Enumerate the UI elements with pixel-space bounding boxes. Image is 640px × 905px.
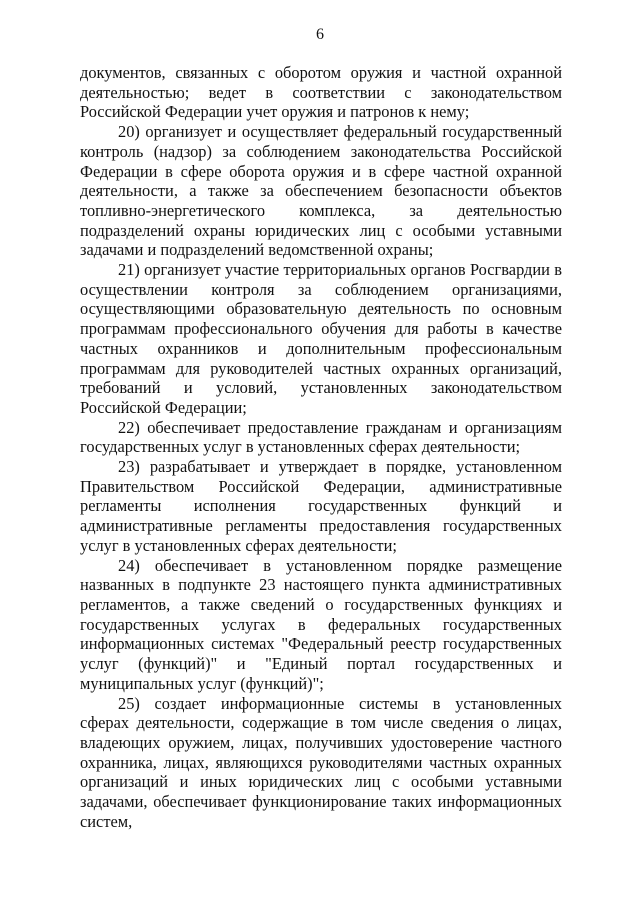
paragraph-item-24: 24) обеспечивает в установленном порядке размещение названных в подпункте 23 настоящего пункта административных регламентов, а также сведений о государственных функциях и государственных услугах в федеральных государственных информационных системах "Федеральный реестр государственных услуг (функций)" и "Единый портал государственных и муниципальных услуг (функций)"; xyxy=(80,555,562,693)
paragraph-item-23: 23) разрабатывает и утверждает в порядке, установленном Правительством Российской Федерации, административные регламенты исполнения государственных функций и административные регламенты предоставления государственных услуг в установленных сферах деятельности; xyxy=(80,457,562,555)
document-body xyxy=(80,63,562,831)
paragraph-item-25: 25) создает информационные системы в установленных сферах деятельности, содержащие в том числе сведения о лицах, владеющих оружием, лицах, получивших удостоверение частного охранника, лицах, являющихся руководителями частных охранных организаций и иных юридических лиц с особыми уставными задачами, обеспечивает функционирование таких информационных систем, xyxy=(80,693,562,831)
paragraph-item-20: 20) организует и осуществляет федеральный государственный контроль (надзор) за соблюдением законодательства Российской Федерации в сфере оборота оружия и в сфере частной охранной деятельности, а также за обеспечением безопасности объектов топливно-энергетического комплекса, за деятельностью подразделений охраны юридических лиц с особыми уставными задачами и подразделений ведомственной охраны; xyxy=(80,122,562,260)
paragraph-continuation: документов, связанных с оборотом оружия и частной охранной деятельностью; ведет в соответствии с законодательством Российской Федерации учет оружия и патронов к нему; xyxy=(80,63,562,122)
page-number: 6 xyxy=(316,26,324,43)
paragraph-item-21: 21) организует участие территориальных органов Росгвардии в осуществлении контроля за соблюдением организациями, осуществляющими образовательную деятельность по основным программам профессионального обучения для работы в качестве частных охранников и дополнительным профессиональным программам для руководителей частных охранных организаций, требований и условий, установленных законодательством Российской Федерации; xyxy=(80,260,562,417)
paragraph-item-22: 22) обеспечивает предоставление гражданам и организациям государственных услуг в установленных сферах деятельности; xyxy=(80,417,562,457)
